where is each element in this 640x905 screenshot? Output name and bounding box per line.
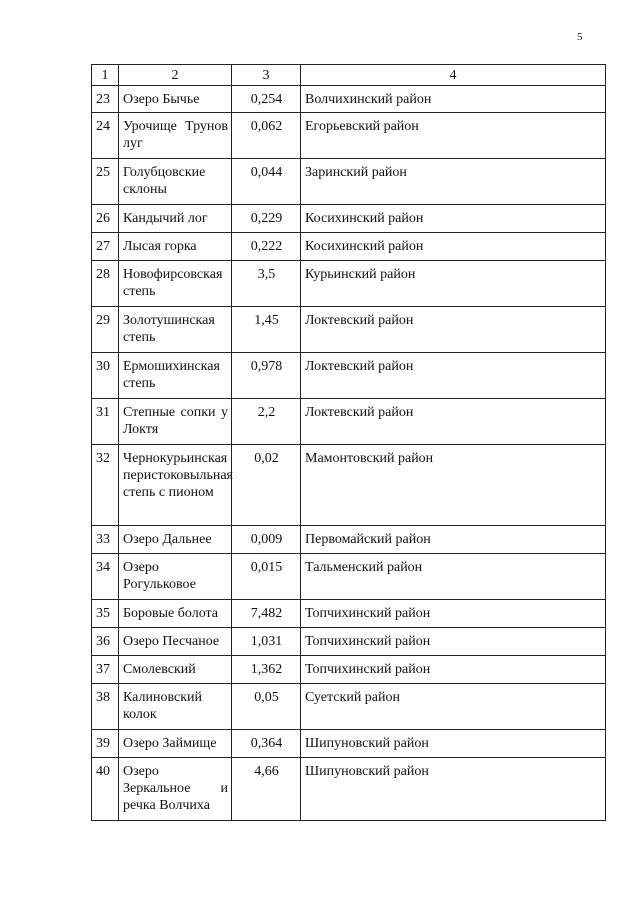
row-number: 29 — [92, 307, 119, 353]
region-name: Курьинский район — [301, 261, 606, 307]
row-number: 40 — [92, 758, 119, 821]
region-name: Топчихинский район — [301, 656, 606, 684]
region-name: Косихинский район — [301, 233, 606, 261]
area-value: 1,45 — [232, 307, 301, 353]
table-row — [92, 205, 606, 233]
region-name: Топчихинский район — [301, 600, 606, 628]
area-value: 2,2 — [232, 399, 301, 445]
area-value: 0,05 — [232, 684, 301, 730]
region-name: Суетский район — [301, 684, 606, 730]
reserve-name: Лысая горка — [119, 233, 232, 261]
table-row — [92, 554, 606, 600]
reserve-name: Чернокурьинская перистоковыльная степь с пионом — [119, 445, 232, 526]
page-number: 5 — [577, 31, 583, 43]
reserve-name: Озеро Рогульковое — [119, 554, 232, 600]
table-row — [92, 656, 606, 684]
table-row — [92, 684, 606, 730]
table-row — [92, 730, 606, 758]
area-value: 0,044 — [232, 159, 301, 205]
area-value: 0,978 — [232, 353, 301, 399]
area-value: 0,222 — [232, 233, 301, 261]
reserve-name: Смолевский — [119, 656, 232, 684]
row-number: 31 — [92, 399, 119, 445]
reserve-name: Новофирсовская степь — [119, 261, 232, 307]
row-number: 30 — [92, 353, 119, 399]
header-col-1: 1 — [92, 65, 119, 86]
table-row — [92, 628, 606, 656]
table-row — [92, 600, 606, 628]
region-name: Шипуновский район — [301, 730, 606, 758]
table-row — [92, 526, 606, 554]
region-name: Косихинский район — [301, 205, 606, 233]
region-name: Локтевский район — [301, 307, 606, 353]
area-value: 0,254 — [232, 86, 301, 113]
reserve-name: Боровые болота — [119, 600, 232, 628]
row-number: 37 — [92, 656, 119, 684]
area-value: 0,015 — [232, 554, 301, 600]
reserve-name: Урочище Трунов луг — [119, 113, 232, 159]
region-name: Локтевский район — [301, 399, 606, 445]
reserve-name: Золотушинская степь — [119, 307, 232, 353]
area-value: 0,009 — [232, 526, 301, 554]
table-row — [92, 86, 606, 113]
region-name: Первомайский район — [301, 526, 606, 554]
table-row — [92, 758, 606, 821]
row-number: 38 — [92, 684, 119, 730]
reserve-name: Степные сопки у Локтя — [119, 399, 232, 445]
reserve-name: Ермошихинская степь — [119, 353, 232, 399]
header-col-3: 3 — [232, 65, 301, 86]
reserve-name: Озеро Дальнее — [119, 526, 232, 554]
area-value: 0,062 — [232, 113, 301, 159]
table-row — [92, 399, 606, 445]
region-name: Локтевский район — [301, 353, 606, 399]
reserve-name: Озеро Песчаное — [119, 628, 232, 656]
area-value: 0,364 — [232, 730, 301, 758]
header-row — [92, 65, 606, 86]
region-name: Топчихинский район — [301, 628, 606, 656]
row-number: 27 — [92, 233, 119, 261]
area-value: 4,66 — [232, 758, 301, 821]
row-number: 25 — [92, 159, 119, 205]
region-name: Егорьевский район — [301, 113, 606, 159]
table-row — [92, 353, 606, 399]
area-value: 1,031 — [232, 628, 301, 656]
region-name: Тальменский район — [301, 554, 606, 600]
reserve-name: Озеро Займище — [119, 730, 232, 758]
row-number: 39 — [92, 730, 119, 758]
header-col-4: 4 — [301, 65, 606, 86]
row-number: 33 — [92, 526, 119, 554]
row-number: 36 — [92, 628, 119, 656]
table-row — [92, 445, 606, 526]
table-row — [92, 233, 606, 261]
reserve-name: Калиновский колок — [119, 684, 232, 730]
region-name: Волчихинский район — [301, 86, 606, 113]
reserves-table — [91, 64, 606, 821]
row-number: 23 — [92, 86, 119, 113]
area-value: 0,229 — [232, 205, 301, 233]
row-number: 26 — [92, 205, 119, 233]
table-row — [92, 307, 606, 353]
table-row — [92, 159, 606, 205]
header-col-2: 2 — [119, 65, 232, 86]
table-row — [92, 113, 606, 159]
area-value: 0,02 — [232, 445, 301, 526]
row-number: 34 — [92, 554, 119, 600]
region-name: Мамонтовский район — [301, 445, 606, 526]
reserve-name: Голубцовские склоны — [119, 159, 232, 205]
region-name: Шипуновский район — [301, 758, 606, 821]
row-number: 24 — [92, 113, 119, 159]
reserve-name: Озеро Зеркальное и речка Волчиха — [119, 758, 232, 821]
region-name: Заринский район — [301, 159, 606, 205]
row-number: 28 — [92, 261, 119, 307]
reserve-name: Озеро Бычье — [119, 86, 232, 113]
row-number: 35 — [92, 600, 119, 628]
area-value: 3,5 — [232, 261, 301, 307]
reserve-name: Кандычий лог — [119, 205, 232, 233]
row-number: 32 — [92, 445, 119, 526]
area-value: 7,482 — [232, 600, 301, 628]
area-value: 1,362 — [232, 656, 301, 684]
table-row — [92, 261, 606, 307]
